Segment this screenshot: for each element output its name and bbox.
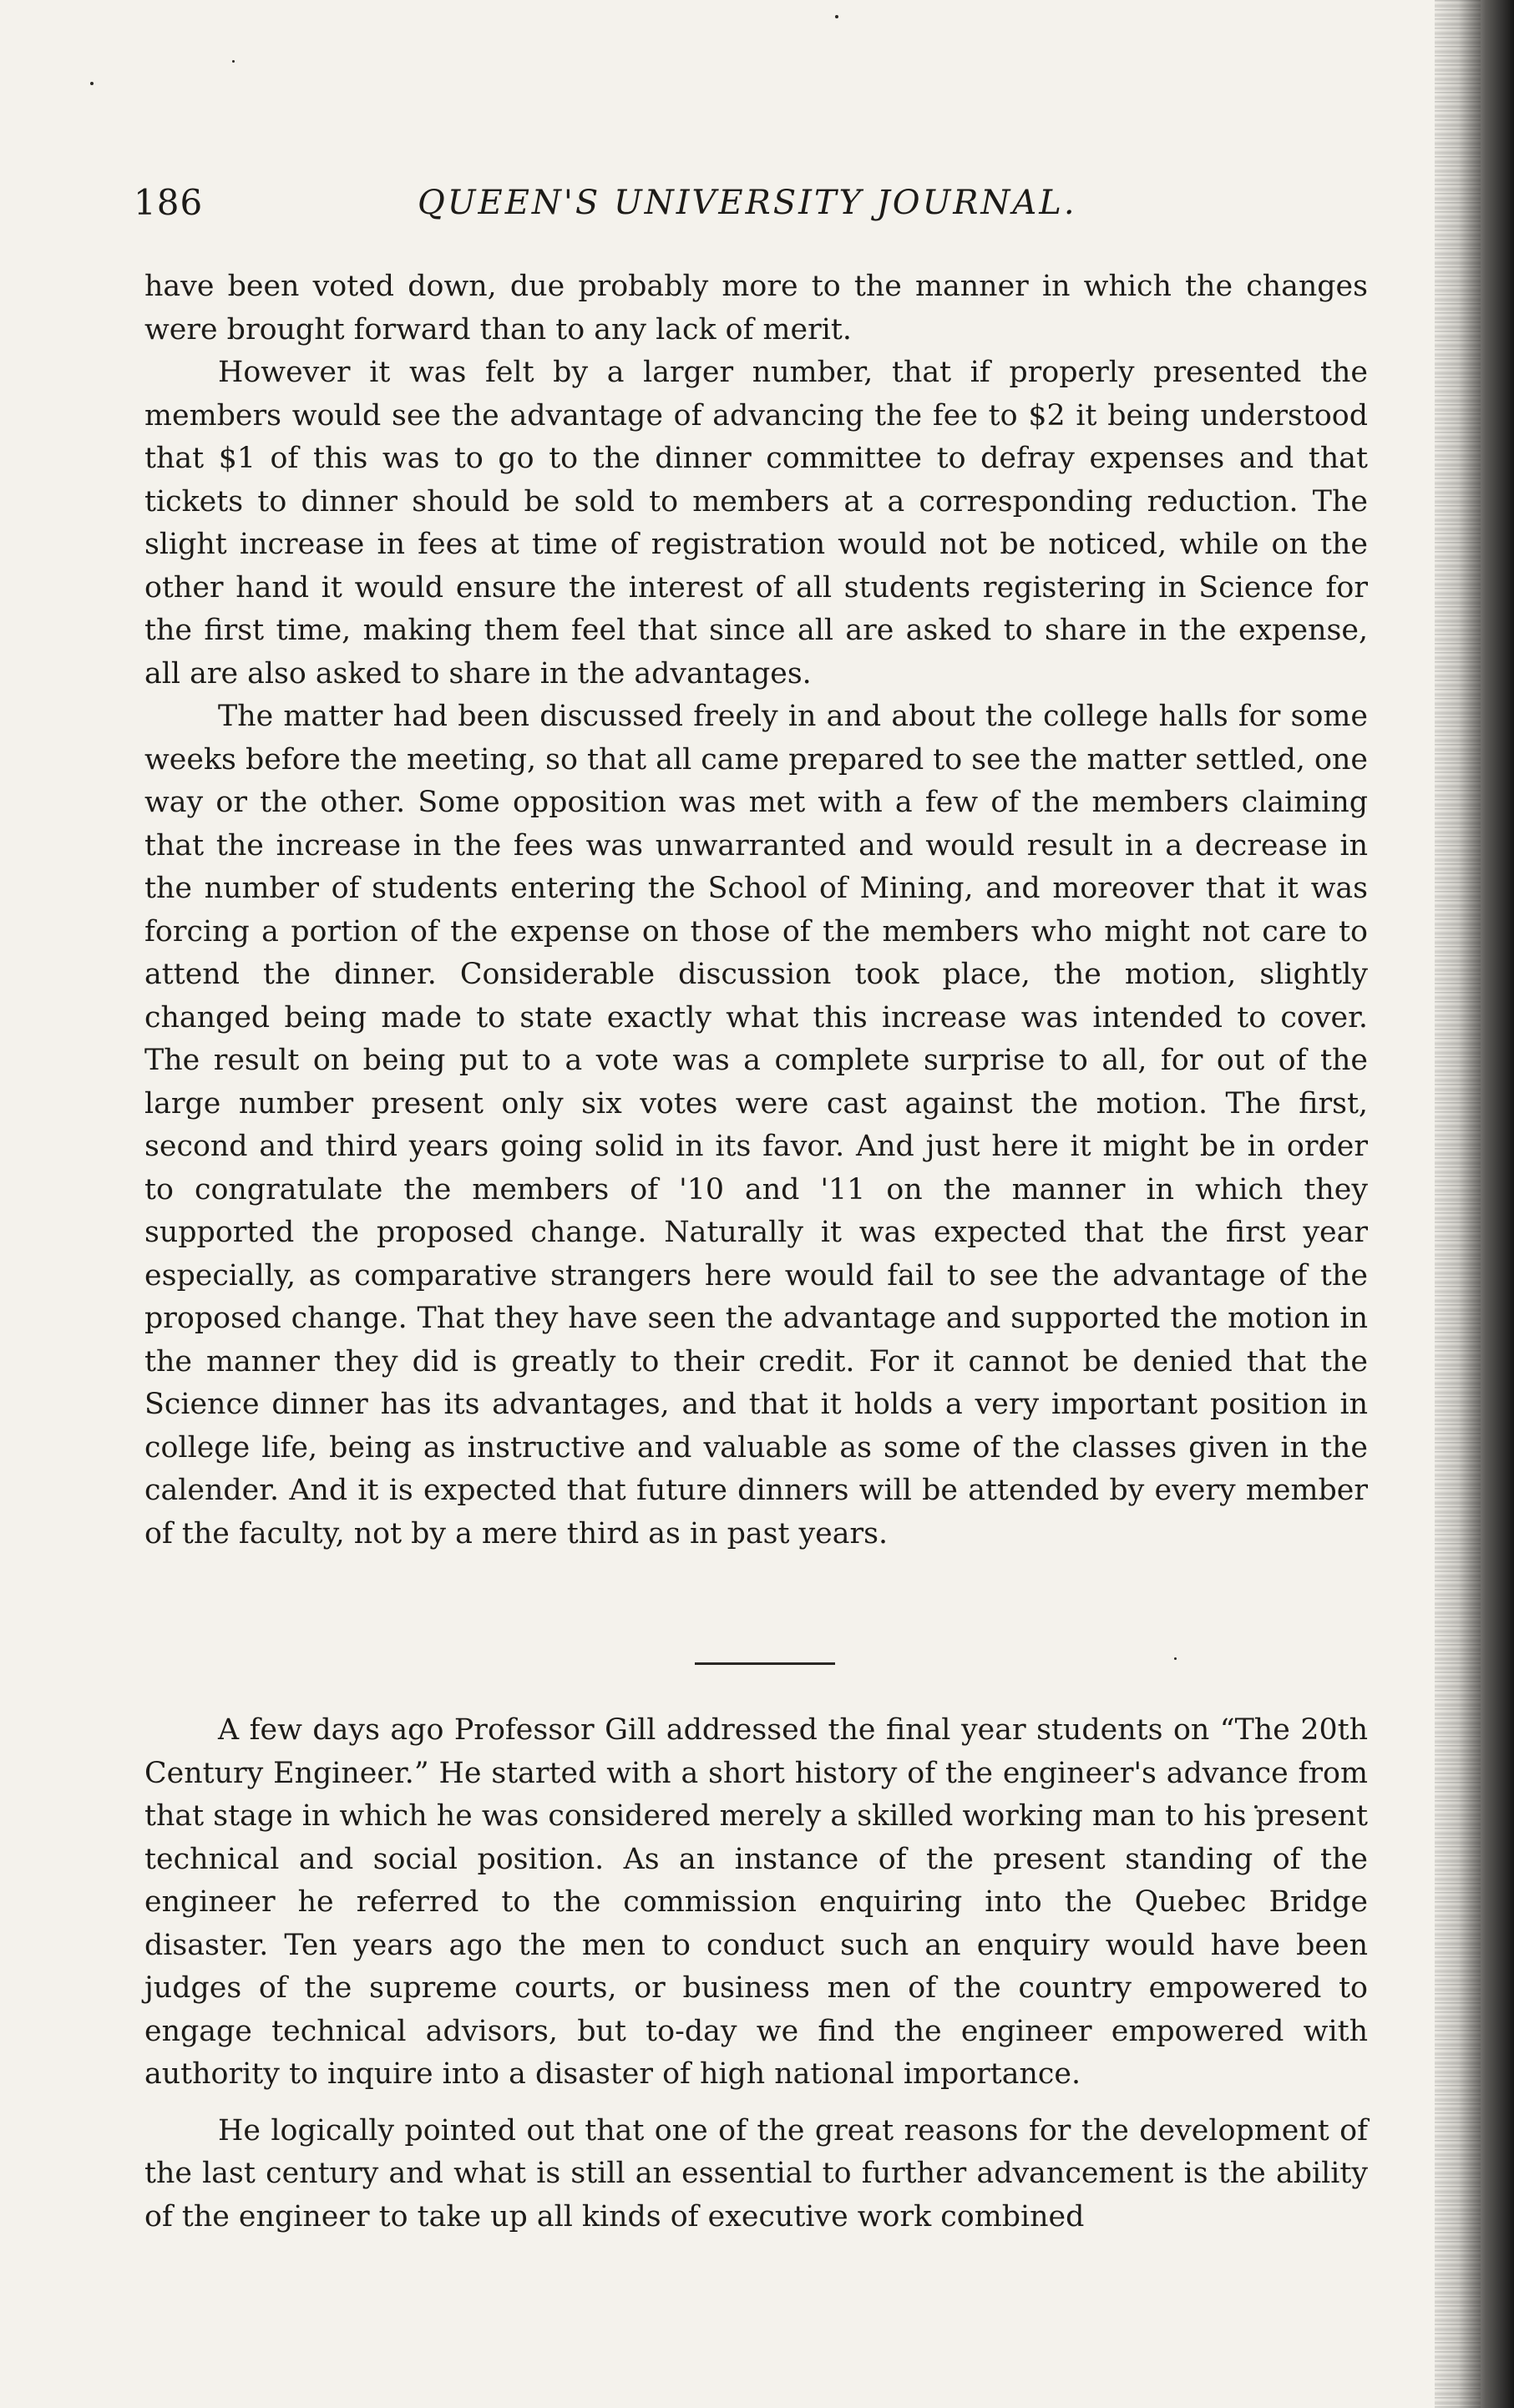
paragraph-professor-gill: A few days ago Professor Gill addressed the final year students on “The 20th Century Engineer.” He started with a short history of the engineer's advance from that stage in which he was considered merely a skilled working man to his present technical and social position. As an instance of the present standing of the engineer he referred to the commission enquiring into the Quebec Bridge disaster. Ten years ago the men to conduct such an enquiry would have been judges of the supreme courts, or business men of the country empowered to engage technical advisors, but to-day we find the engineer empowered with authority to inquire into a disaster of high national importance.	[144, 1713, 1368, 2091]
scan-speck	[232, 60, 235, 63]
paragraph-fee-proposal: However it was felt by a larger number, that if properly presented the members would see the advantage of advancing the fee to $2 it being understood that $1 of this was to go to the dinner committee to defray expenses and that tickets to dinner should be sold to members at a corresponding reduction. The slight increase in fees at time of registration would not be noticed, while on the other hand it would ensure the interest of all students registering in Science for the first time, making them feel that since all are asked to share in the expense, all are also asked to share in the advantages.	[144, 356, 1368, 691]
running-head: QUEEN'S UNIVERSITY JOURNAL.	[418, 184, 1077, 222]
scan-speck	[835, 15, 838, 18]
paragraph-continuation: have been voted down, due probably more to the manner in which the changes were brought forward than to any lack of merit.	[144, 270, 1368, 347]
scan-speck	[1174, 1657, 1177, 1660]
page-header	[134, 182, 1386, 240]
paragraph-meeting-vote: The matter had been discussed freely in and about the college halls for some weeks before the meeting, so that all came prepared to see the matter settled, one way or the other. Some opposition was met with a few of the members claiming that the increase in the fees was unwarranted and would result in a decrease in the number of students entering the School of Mining, and moreover that it was forcing a portion of the expense on those of the members who might not care to attend the dinner. Considerable discussion took place, the motion, slightly changed being made to state exactly what this increase was intended to cover. The result on being put to a vote was a complete surprise to all, for out of the large number present only six votes were cast against the motion. The first, second and third years going solid in its favor. And just here it might be in order to congratulate the members of '10 and '11 on the manner in which they supported the proposed change. Naturally it was expected that the first year especially, as comparative strangers here would fail to see the advantage of the proposed change. That they have seen the advantage and supported the motion in the manner they did is greatly to their credit. For it cannot be denied that the Science dinner has its advantages, and that it holds a very important position in college life, being as instructive and valuable as some of the classes given in the calender. And it is expected that future dinners will be attended by every member of the faculty, not by a mere third as in past years.	[144, 700, 1368, 1551]
article-body-second	[144, 1709, 1368, 2239]
article-body	[144, 266, 1368, 1556]
section-divider	[695, 1662, 835, 1665]
paragraph-development: He logically pointed out that one of the great reasons for the development of the last century and what is still an essential to further advancement is the ability of the engineer to take up all kinds of executive work combined	[144, 2113, 1368, 2233]
page-number: 186	[134, 182, 204, 223]
scan-speck	[90, 82, 94, 85]
binding-texture	[1435, 0, 1481, 2408]
